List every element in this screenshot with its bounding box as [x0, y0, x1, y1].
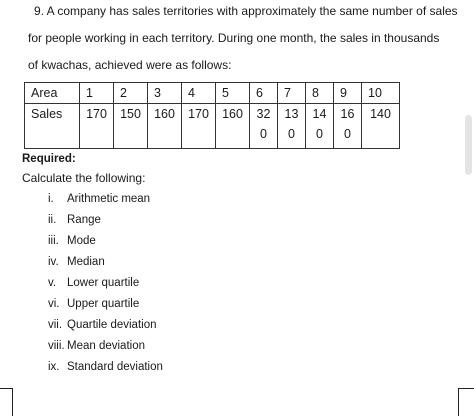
sales-cell: [216, 104, 250, 149]
sales-cell: [250, 104, 278, 149]
sales-cell: [334, 104, 362, 149]
task-list: [48, 192, 163, 381]
area-cell: 6: [250, 83, 278, 104]
sales-cell: [148, 104, 182, 149]
area-cell: 8: [306, 83, 334, 104]
area-cell: 1: [80, 83, 114, 104]
page-corner-left: [0, 388, 13, 416]
list-item-number: vi.: [48, 298, 60, 310]
list-item-number: vii.: [48, 319, 63, 331]
sales-value-top: 160: [222, 107, 243, 121]
instruction-text: Calculate the following:: [22, 171, 146, 185]
list-item-text: Arithmetic mean: [67, 193, 151, 205]
sales-row: [25, 104, 400, 149]
question-text-line-2: for people working in each territory. During one month, the sales in thousands: [28, 31, 440, 45]
sales-value-top: 150: [120, 107, 141, 121]
scrollbar-thumb[interactable]: [465, 115, 472, 175]
list-item-number: viii.: [48, 340, 65, 352]
area-cell: 5: [216, 83, 250, 104]
required-heading: Required:: [22, 153, 76, 165]
sales-cell: [80, 104, 114, 149]
question-text-line-1: 9. A company has sales territories with approximately the same number of sales: [34, 4, 458, 18]
sales-value-top: 170: [86, 107, 107, 121]
list-item: [48, 213, 163, 234]
area-cell: 9: [334, 83, 362, 104]
area-cell: 2: [114, 83, 148, 104]
list-item-number: ii.: [48, 214, 57, 226]
list-item-text: Range: [67, 214, 101, 226]
list-item: [48, 297, 163, 318]
sales-value-top: 32: [256, 107, 271, 121]
list-item: [48, 360, 163, 381]
list-item: [48, 339, 163, 360]
list-item-number: i.: [48, 193, 54, 205]
sales-header-cell: Sales: [25, 104, 80, 149]
area-cell: 4: [182, 83, 216, 104]
sales-value-bottom: 0: [288, 127, 295, 141]
area-cell: 10: [362, 83, 400, 104]
sales-value-bottom: 0: [316, 127, 323, 141]
sales-value-top: 140: [370, 107, 391, 121]
list-item-text: Median: [67, 256, 105, 268]
sales-cell: [278, 104, 306, 149]
sales-cell: [362, 104, 400, 149]
question-text-line-3: of kwachas, achieved were as follows:: [28, 58, 232, 72]
sales-cell: [182, 104, 216, 149]
list-item: [48, 255, 163, 276]
list-item: [48, 234, 163, 255]
list-item-number: v.: [48, 277, 57, 289]
list-item-number: iii.: [48, 235, 59, 247]
list-item: [48, 192, 163, 213]
sales-cell: [114, 104, 148, 149]
area-cell: 7: [278, 83, 306, 104]
list-item-number: ix.: [48, 361, 60, 373]
page-corner-right: [458, 388, 474, 416]
list-item-text: Lower quartile: [67, 277, 140, 289]
area-header-cell: Area: [25, 83, 80, 104]
area-cell: 3: [148, 83, 182, 104]
list-item: [48, 318, 163, 339]
sales-value-top: 14: [312, 107, 327, 121]
list-item-text: Standard deviation: [67, 361, 163, 373]
area-row: [25, 83, 400, 104]
list-item-text: Mode: [67, 235, 96, 247]
list-item-number: iv.: [48, 256, 59, 268]
list-item-text: Upper quartile: [67, 298, 140, 310]
sales-value-bottom: 0: [344, 127, 351, 141]
sales-value-top: 16: [340, 107, 355, 121]
list-item-text: Mean deviation: [67, 340, 145, 352]
sales-table: [24, 82, 400, 149]
sales-value-top: 160: [154, 107, 175, 121]
sales-value-top: 13: [284, 107, 299, 121]
list-item-text: Quartile deviation: [67, 319, 157, 331]
sales-value-top: 170: [188, 107, 209, 121]
sales-cell: [306, 104, 334, 149]
sales-value-bottom: 0: [260, 127, 267, 141]
list-item: [48, 276, 163, 297]
